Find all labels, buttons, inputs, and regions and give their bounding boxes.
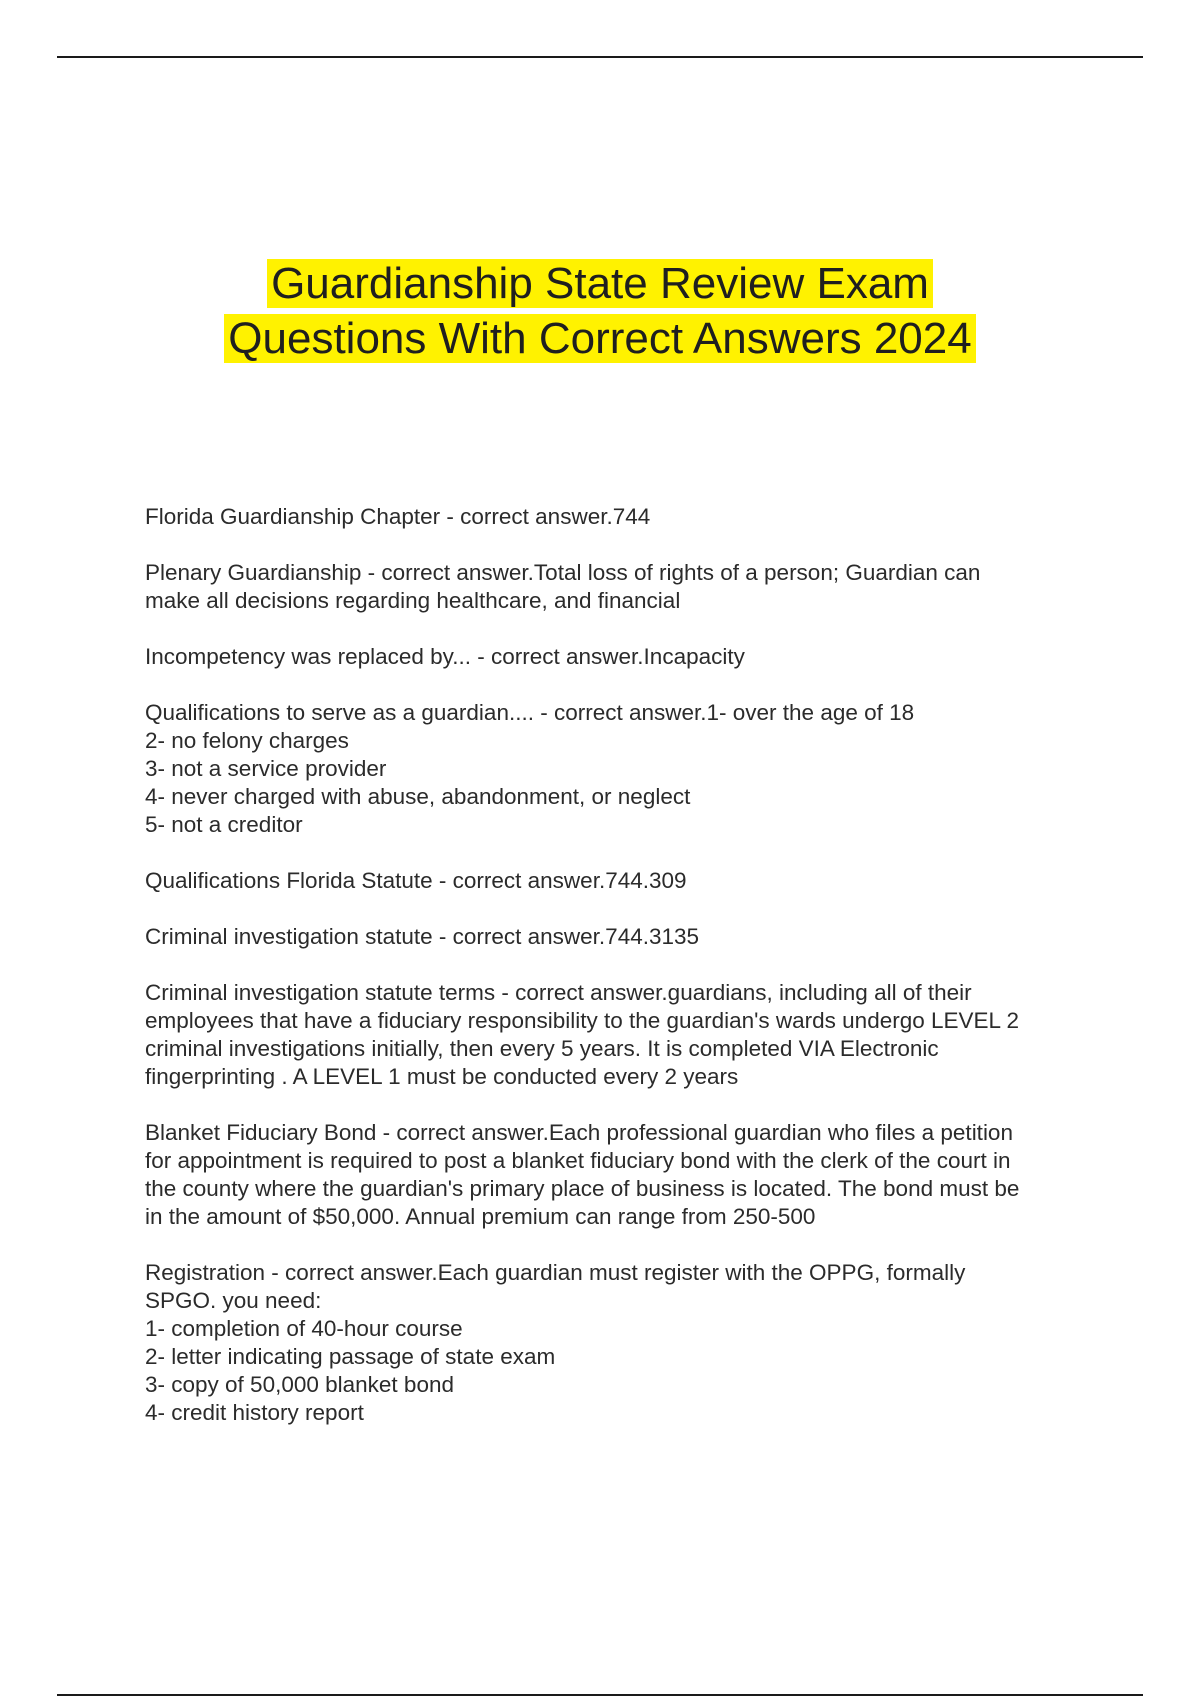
qa-line: Blanket Fiduciary Bond - correct answer.Each professional guardian who files a petition <box>145 1120 1013 1145</box>
qa-line: the county where the guardian's primary place of business is located. The bond must be <box>145 1176 1020 1201</box>
qa-item <box>145 923 1085 951</box>
qa-line: 5- not a creditor <box>145 812 303 837</box>
title-line-1: Guardianship State Review Exam <box>267 259 933 308</box>
qa-line: Florida Guardianship Chapter - correct answer.744 <box>145 504 651 529</box>
qa-line: for appointment is required to post a blanket fiduciary bond with the clerk of the court in <box>145 1148 1011 1173</box>
qa-item <box>145 643 1085 671</box>
qa-line: 2- letter indicating passage of state exam <box>145 1344 556 1369</box>
qa-item <box>145 867 1085 895</box>
qa-line: criminal investigations initially, then every 5 years. It is completed VIA Electronic <box>145 1036 939 1061</box>
qa-list <box>145 503 1085 1455</box>
qa-line: 1- completion of 40-hour course <box>145 1316 463 1341</box>
qa-line: Criminal investigation statute - correct answer.744.3135 <box>145 924 700 949</box>
top-rule <box>57 56 1143 58</box>
qa-line: make all decisions regarding healthcare, and financial <box>145 588 681 613</box>
qa-item <box>145 1119 1085 1231</box>
qa-line: SPGO. you need: <box>145 1288 322 1313</box>
qa-item <box>145 1259 1085 1427</box>
qa-line: Registration - correct answer.Each guardian must register with the OPPG, formally <box>145 1260 966 1285</box>
qa-line: 3- copy of 50,000 blanket bond <box>145 1372 454 1397</box>
qa-line: 3- not a service provider <box>145 756 387 781</box>
qa-item <box>145 979 1085 1091</box>
qa-line: Incompetency was replaced by... - correct answer.Incapacity <box>145 644 745 669</box>
qa-line: fingerprinting . A LEVEL 1 must be conducted every 2 years <box>145 1064 739 1089</box>
qa-line: Qualifications Florida Statute - correct answer.744.309 <box>145 868 687 893</box>
bottom-rule <box>57 1694 1143 1696</box>
qa-line: in the amount of $50,000. Annual premium can range from 250-500 <box>145 1204 816 1229</box>
qa-line: employees that have a fiduciary responsibility to the guardian's wards undergo LEVEL 2 <box>145 1008 1019 1033</box>
qa-line: Plenary Guardianship - correct answer.Total loss of rights of a person; Guardian can <box>145 560 981 585</box>
qa-item <box>145 699 1085 839</box>
qa-line: Qualifications to serve as a guardian.... - correct answer.1- over the age of 18 <box>145 700 915 725</box>
qa-line: 2- no felony charges <box>145 728 349 753</box>
page-title <box>0 256 1200 366</box>
title-line-2: Questions With Correct Answers 2024 <box>224 314 975 363</box>
qa-line: 4- never charged with abuse, abandonment, or neglect <box>145 784 691 809</box>
qa-item <box>145 503 1085 531</box>
qa-line: 4- credit history report <box>145 1400 364 1425</box>
qa-line: Criminal investigation statute terms - correct answer.guardians, including all of their <box>145 980 972 1005</box>
qa-item <box>145 559 1085 615</box>
